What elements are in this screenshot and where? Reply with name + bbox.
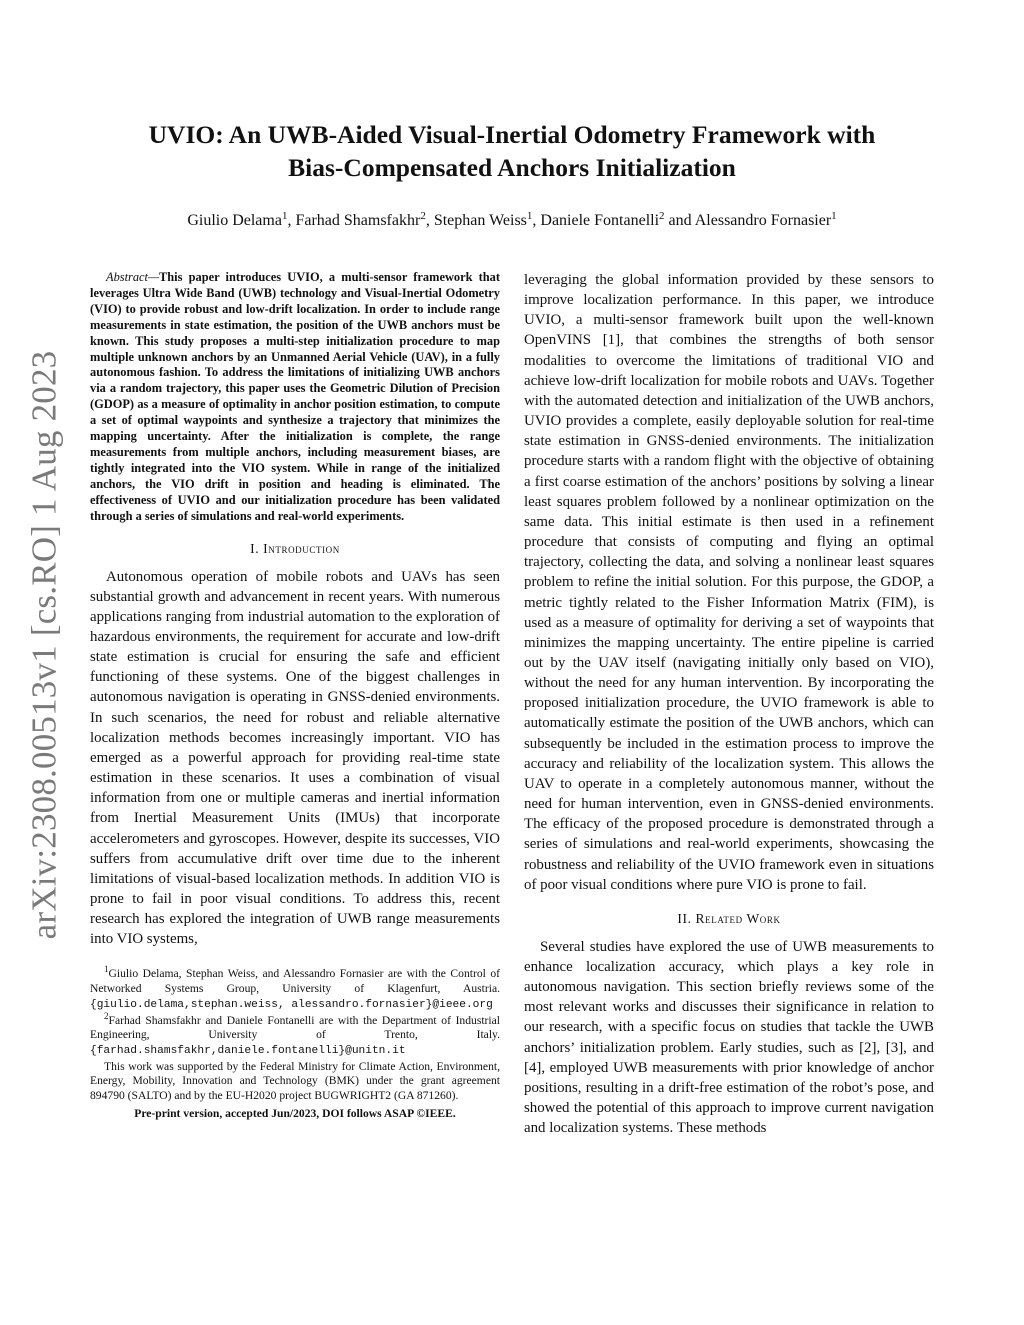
affiliation-mark: 1 — [281, 210, 288, 222]
author: Giulio Delama$^1$, — [187, 210, 296, 229]
footnote-1-email: {giulio.delama,stephan.weiss, alessandro.fornasier}@ieee.org — [90, 998, 493, 1011]
affiliation-mark: 1 — [831, 210, 837, 222]
arxiv-stamp-text: arXiv:2308.00513v1 [cs.RO] 1 Aug 2023 — [24, 350, 63, 940]
abstract: Abstract—This paper introduces UVIO, a multi-sensor framework that leverages Ultra Wide Band (UWB) technology and Visual-Inertial Odometry (VIO) to provide robust and low-drift localization. In order to include range measurements in state estimation, the position of the UWB anchors must be known. This study proposes a multi-step initialization procedure to map multiple unknown anchors by an Unmanned Aerial Vehicle (UAV), in a fully autonomous fashion. To address the limitations of initializing UWB anchors via a random trajectory, this paper uses the Geometric Dilution of Precision (GDOP) as a measure of optimality in anchor position estimation, to compute a set of optimal waypoints and synthesize a trajectory that minimizes the mapping uncertainty. After the initialization is complete, the range measurements from multiple anchors, including measurement biases, are tightly integrated into the VIO system. While in range of the initialized anchors, the VIO drift in position and heading is eliminated. The effectiveness of UVIO and our initialization procedure has been validated through a series of simulations and real-world experiments. — [90, 270, 500, 523]
author: Stephan Weiss$^1$, — [433, 210, 541, 229]
paper-title — [90, 118, 934, 184]
author: Daniele Fontanelli$^2$ and — [540, 210, 695, 229]
arxiv-stamp — [20, 350, 68, 940]
abstract-label: Abstract — [106, 270, 148, 284]
introduction-text: Autonomous operation of mobile robots and UAVs has seen substantial growth and advancement in recent years. With numerous applications ranging from industrial automation to the exploration of hazardous environments, the requirement for accurate and low-drift state estimation is crucial for ensuring the safe and efficient functioning of these systems. One of the biggest challenges in autonomous navigation is operating in GNSS-denied environments. In such scenarios, the need for robust and reliable alternative localization methods becomes increasingly important. VIO has emerged as a powerful approach for providing real-time state estimation in these scenarios. It uses a combination of visual information from one or multiple cameras and inertial information from Inertial Measurement Units (IMUs) that incorporate accelerometers and gyroscopes. However, despite its successes, VIO suffers from accumulative drift over time due to the inherent limitations of visual-based localization methods. In addition VIO is prone to fail in poor visual conditions. To address this, recent research has explored the integration of UWB range measurements into VIO systems, — [90, 568, 500, 948]
affiliation-mark: 1 — [526, 210, 533, 222]
footnote-2: $^2$Farhad Shamsfakhr and Daniele Fontanelli are with the Department of Industrial Engineering, University of Trento, Italy. {farhad.shamsfakhr,daniele.fontanelli}@unitn.it — [90, 1010, 500, 1057]
footnote-2-email: {farhad.shamsfakhr,daniele.fontanelli}@unitn.it — [90, 1044, 406, 1057]
preprint-notice: Pre-print version, accepted Jun/2023, DOI follows ASAP ©IEEE. — [134, 1106, 456, 1120]
affiliation-mark: 2 — [659, 210, 665, 222]
author: Farhad Shamsfakhr$^2$, — [295, 210, 434, 229]
section-heading-introduction: I. Introduction — [250, 540, 340, 556]
author-list — [90, 211, 934, 231]
title-line-2: Bias-Compensated Anchors Initialization — [288, 153, 736, 182]
affiliation-mark: 2 — [420, 210, 426, 222]
author: Alessandro Fornasier$^1$ — [694, 210, 837, 229]
related-work-text: Several studies have explored the use of UWB measurements to enhance localization accuracy, which plays a key role in autonomous navigation. This section briefly reviews some of the most relevant works and discusses their significance in relation to our research, with a specific focus on studies that tackle the UWB anchors’ initialization problem. Early studies, such as [2], [3], and [4], employed UWB measurements with prior knowledge of anchor positions, resulting in a drift-free estimation of the robot’s pose, and showed the potential of this approach to improve current navigation and localization systems. These methods — [524, 938, 934, 1137]
introduction-continued-text: leveraging the global information provided by these sensors to improve localization performance. In this paper, we introduce UVIO, a multi-sensor framework built upon the well-known OpenVINS [1], that combines the strengths of both sensor modalities to overcome the limitations of traditional VIO and achieve low-drift localization for mobile robots and UAVs. Together with the automated detection and initialization of the UWB anchors, UVIO provides a complete, easily deployable solution for real-time state estimation in GNSS-denied environments. The initialization procedure starts with a random flight with the objective of obtaining a first coarse estimation of the anchors’ positions by solving a linear least squares problem followed by a nonlinear optimization on the same data. This initial estimate is then used in a refinement procedure that consists of computing and flying an optimal trajectory, collecting the data, and solving a nonlinear least squares problem to refine the initial solution. For this purpose, the GDOP, a metric tightly related to the Fisher Information Matrix (FIM), is used as a measure of optimality for deriving a set of waypoints that minimizes the mapping uncertainty. The entire pipeline is carried out by the UAV itself (navigating initially only based on VIO), without the need for any human intervention. By incorporating the proposed initialization procedure, the UVIO framework is able to automatically estimate the position of the UWB anchors, which can subsequently be included in the estimation process to improve the accuracy and reliability of the localization system. This allows the UAV to operate in a completely autonomous manner, without the need for human intervention, even in GNSS-denied environments. The efficacy of the proposed procedure is demonstrated through a series of simulations and real-world experiments, showcasing the robustness and reliability of the UVIO framework even in situations of poor visual conditions where pure VIO is prone to fail. — [524, 272, 934, 893]
funding-note: This work was supported by the Federal Ministry for Climate Action, Environment, Energy, Mobility, Innovation and Technology (BMK) under the grant agreement 894790 (SALTO) and by the EU-H2020 project BUGWRIGHT2 (GA 871260). — [90, 1059, 500, 1103]
left-column — [90, 270, 500, 1123]
footnotes — [90, 964, 500, 1121]
abstract-text: This paper introduces UVIO, a multi-sensor framework that leverages Ultra Wide Band (UWB) technology and Visual-Inertial Odometry (VIO) to provide robust and low-drift localization. In order to include range measurements in state estimation, the position of the UWB anchors must be known. This study proposes a multi-step initialization procedure to map multiple unknown anchors by an Unmanned Aerial Vehicle (UAV), in a fully autonomous fashion. To address the limitations of initializing UWB anchors via a random trajectory, this paper uses the Geometric Dilution of Precision (GDOP) as a measure of optimality in anchor position estimation, to compute a set of optimal waypoints and synthesize a trajectory that minimizes the mapping uncertainty. After the initialization is complete, the range measurements from multiple anchors, including measurement biases, are tightly integrated into the VIO system. While in range of the initialized anchors, the VIO drift in position and heading is eliminated. The effectiveness of UVIO and our initialization procedure has been validated through a series of simulations and real-world experiments. — [90, 270, 500, 523]
footnote-1: $^1$Giulio Delama, Stephan Weiss, and Alessandro Fornasier are with the Control of Networked Systems Group, University of Klagenfurt, Austria. {giulio.delama,stephan.weiss, alessandro.fornasier}@ieee.org — [90, 964, 500, 1011]
right-column — [524, 270, 934, 1138]
title-line-1: UVIO: An UWB-Aided Visual-Inertial Odometry Framework with — [148, 120, 876, 149]
section-heading-related-work: II. Related Work — [677, 910, 781, 926]
